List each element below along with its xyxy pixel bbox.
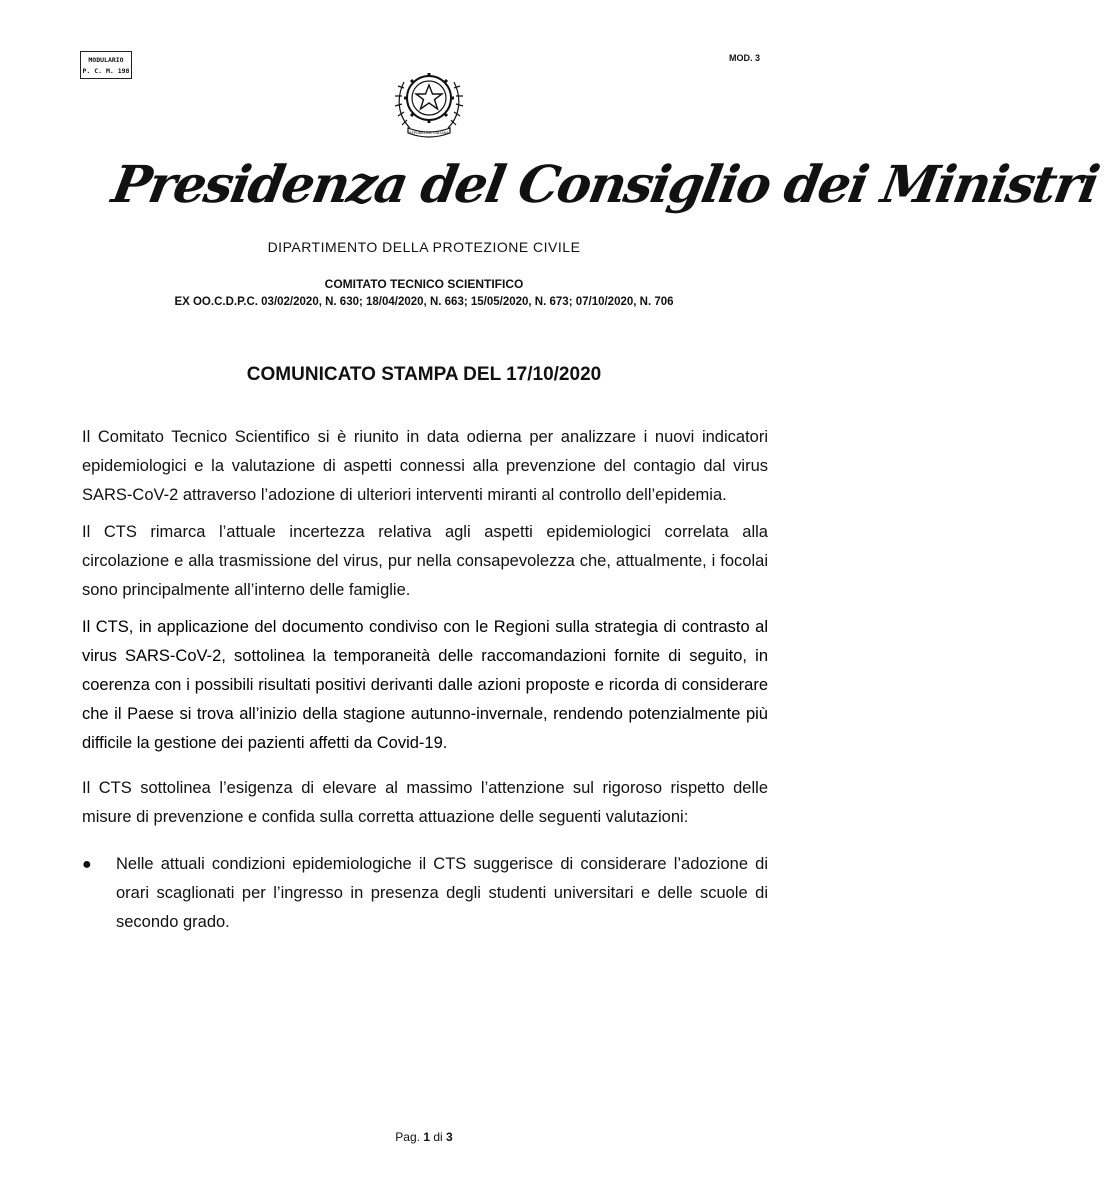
- ordinance-references: EX OO.C.D.P.C. 03/02/2020, N. 630; 18/04/2020, N. 663; 15/05/2020, N. 673; 07/10/2020, N. 706: [174, 296, 674, 308]
- modulario-line-2: P. C. M. 198: [82, 67, 130, 75]
- mod-label: MOD. 3: [729, 53, 761, 63]
- page-total: 3: [446, 1130, 453, 1144]
- document-body: [82, 423, 768, 937]
- paragraph-1: Il Comitato Tecnico Scientifico si è riunito in data odierna per analizzare i nuovi indicatori epidemiologici e la valutazione di aspetti connessi alla prevenzione del contagio dal virus SARS-CoV-2 attraverso l’adozione di ulteriori interventi miranti al controllo dell’epidemia.: [82, 428, 768, 504]
- paragraph-3: Il CTS, in applicazione del documento condiviso con le Regioni sulla strategia di contrasto al virus SARS-CoV-2, sottolinea la temporaneità delle raccomandazioni fornite di seguito, in coerenza con i possibili risultati positivi derivanti dalle azioni proposte e ricorda di considerare che il Paese si trova all’inizio della stagione autunno-invernale, rendendo potenzialmente più difficile la gestione dei pazienti affetti da Covid-19.: [82, 618, 768, 752]
- emblem-ribbon-text: REPUBBLICA ITALIANA: [409, 131, 449, 135]
- italian-emblem-icon: [392, 58, 466, 140]
- bullet-text: Nelle attuali condizioni epidemiologiche il CTS suggerisce di considerare l’adozione di orari scaglionati per l’ingresso in presenza degli studenti universitari e delle scuole di secondo grado.: [116, 855, 768, 931]
- page-current: 1: [423, 1130, 430, 1144]
- page-separator: di: [433, 1130, 443, 1144]
- paragraph-4: Il CTS sottolinea l’esigenza di elevare al massimo l’attenzione sul rigoroso rispetto delle misure di prevenzione e confida sulla corretta attuazione delle seguenti valutazioni:: [82, 779, 768, 826]
- document-title: COMUNICATO STAMPA DEL 17/10/2020: [246, 364, 602, 385]
- department-name: DIPARTIMENTO DELLA PROTEZIONE CIVILE: [267, 239, 581, 255]
- bullet-icon: ●: [82, 856, 92, 873]
- modulario-line-1: MODULARIO: [88, 56, 124, 64]
- committee-name: COMITATO TECNICO SCIENTIFICO: [324, 277, 524, 291]
- page-number: [0, 1130, 848, 1144]
- modulario-stamp: [80, 51, 132, 79]
- bullet-item: [82, 850, 768, 937]
- page-prefix: Pag.: [395, 1130, 420, 1144]
- ministry-title: Presidenza del Consiglio dei Ministri: [107, 155, 1103, 215]
- paragraph-2: Il CTS rimarca l’attuale incertezza relativa agli aspetti epidemiologici correlata alla circolazione e alla trasmissione del virus, pur nella consapevolezza che, attualmente, i focolai sono principalmente all’interno delle famiglie.: [82, 523, 768, 599]
